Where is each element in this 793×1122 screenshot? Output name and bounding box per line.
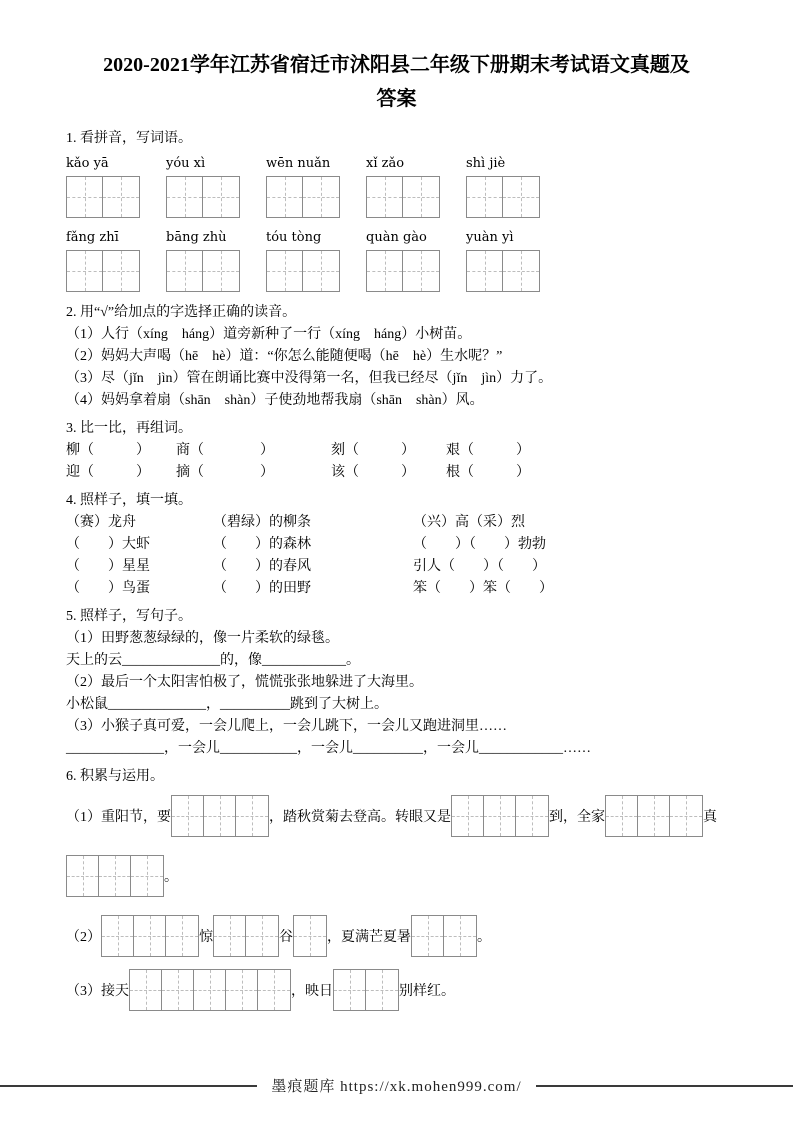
q5-lines	[66, 628, 727, 760]
writing-grid-cell	[162, 970, 194, 1010]
q2-items	[66, 324, 727, 412]
writing-grid	[366, 250, 440, 292]
writing-grid	[213, 915, 279, 957]
question-5-section	[66, 606, 727, 760]
question-6-label: 6. 积累与运用。	[66, 769, 164, 784]
writing-grid-cell	[246, 916, 278, 956]
sentence-line: （3）小猴子真可爱，一会儿爬上，一会儿跳下，一会儿又跑进洞里……	[66, 719, 507, 734]
writing-grid-cell	[194, 970, 226, 1010]
question-text: ，映日	[291, 984, 333, 999]
fill-pattern-item: （赛）龙舟	[66, 515, 136, 530]
pinyin-word: yóu xì	[166, 156, 206, 171]
fill-pattern-item: （ ）的春风	[213, 559, 311, 574]
writing-grid	[605, 795, 703, 837]
writing-grid-cell	[467, 251, 503, 291]
fill-pattern-item: （ ）星星	[66, 559, 150, 574]
writing-grid-cell	[214, 916, 246, 956]
writing-grid	[166, 250, 240, 292]
writing-grid-cell	[366, 970, 398, 1010]
writing-grid	[333, 969, 399, 1011]
sentence-line: 小松鼠______________，__________跳到了大树上。	[66, 697, 388, 712]
question-2-label: 2. 用“√”给加点的字选择正确的读音。	[66, 305, 297, 320]
writing-grid-cell	[203, 177, 239, 217]
writing-grid-cell	[166, 916, 198, 956]
pronunciation-item: （2）妈妈大声喝（hē hè）道：“你怎么能随便喝（hē hè）生水呢？”	[66, 349, 503, 364]
writing-grid-cell	[267, 251, 303, 291]
writing-grid-cell	[131, 856, 163, 896]
word-compare-item: 根（ ）	[446, 465, 530, 480]
writing-grid	[101, 915, 199, 957]
question-2-section	[66, 302, 727, 412]
q6-lines	[66, 794, 727, 1012]
pinyin-word: xǐ zǎo	[366, 156, 405, 171]
question-3-section	[66, 418, 727, 484]
pinyin-word: bāng zhù	[166, 230, 227, 245]
pinyin-word: kǎo yā	[66, 156, 109, 171]
writing-grid-cell	[467, 177, 503, 217]
writing-grid-cell	[303, 177, 339, 217]
writing-grid-cell	[403, 251, 439, 291]
writing-grid	[466, 250, 540, 292]
question-text: （1）重阳节，要	[66, 810, 171, 825]
fill-pattern-item: （ ）鸟蛋	[66, 581, 150, 596]
question-text: ，踏秋赏菊去登高。转眼又是	[269, 810, 451, 825]
question-1-section	[66, 128, 727, 292]
writing-grid-cell	[516, 796, 548, 836]
writing-grid-cell	[267, 177, 303, 217]
question-text: 到，全家	[549, 810, 605, 825]
sentence-line: 天上的云______________的，像____________。	[66, 653, 360, 668]
paper-title	[66, 48, 727, 116]
writing-grid-cell	[67, 856, 99, 896]
paper-title-line1: 2020-2021学年江苏省宿迁市沭阳县二年级下册期末考试语文真题及	[103, 54, 690, 76]
writing-grid-cell	[203, 251, 239, 291]
writing-grid-cell	[303, 251, 339, 291]
pinyin-row	[66, 154, 727, 174]
fill-pattern-item: （ ）大虾	[66, 537, 150, 552]
pronunciation-item: （4）妈妈拿着扇（shān shàn）子使劲地帮我扇（shān shàn）风。	[66, 393, 484, 408]
question-1-label: 1. 看拼音，写词语。	[66, 131, 192, 146]
writing-grid-cell	[130, 970, 162, 1010]
fill-pattern-row	[66, 556, 727, 578]
writing-grid-cell	[102, 916, 134, 956]
writing-grid-cell	[167, 251, 203, 291]
writing-grid-cell	[134, 916, 166, 956]
accumulation-line	[66, 794, 727, 838]
accumulation-line	[66, 854, 727, 898]
word-compare-item: 刻（ ）	[331, 443, 415, 458]
writing-grid-cell	[503, 251, 539, 291]
sentence-line: （2）最后一个太阳害怕极了，慌慌张张地躲进了大海里。	[66, 675, 423, 690]
writing-grid	[411, 915, 477, 957]
writing-grid-cell	[99, 856, 131, 896]
fill-pattern-item: 笨（ ）笨（ ）	[413, 581, 553, 596]
fill-pattern-item: （ ）的田野	[213, 581, 311, 596]
pinyin-word: yuàn yì	[466, 230, 514, 245]
fill-pattern-row	[66, 512, 727, 534]
q3-rows	[66, 440, 727, 484]
fill-pattern-item: （碧绿）的柳条	[213, 515, 311, 530]
pinyin-row	[66, 228, 727, 248]
word-compare-item: 迎（ ）	[66, 465, 150, 480]
writing-grid-cell	[367, 177, 403, 217]
pronunciation-item: （3）尽（jǐn jìn）管在朗诵比赛中没得第一名，但我已经尽（jǐn jìn）力了。	[66, 371, 553, 386]
writing-grid	[293, 915, 327, 957]
writing-grid	[66, 250, 140, 292]
writing-grid-cell	[412, 916, 444, 956]
writing-grid-cell	[103, 251, 139, 291]
writing-grid	[451, 795, 549, 837]
writing-grid	[266, 176, 340, 218]
writing-grid	[466, 176, 540, 218]
writing-grid-cell	[452, 796, 484, 836]
accumulation-line	[66, 968, 727, 1012]
writing-grid	[166, 176, 240, 218]
writing-grid-cell	[503, 177, 539, 217]
writing-grid-cell	[167, 177, 203, 217]
word-compare-item: 商（ ）	[176, 443, 274, 458]
writing-grid-cell	[638, 796, 670, 836]
question-text: ，夏满芒夏暑	[327, 930, 411, 945]
footer-left-rule	[0, 1085, 257, 1087]
question-3-label: 3. 比一比，再组词。	[66, 421, 192, 436]
fill-pattern-item: （兴）高（采）烈	[413, 515, 525, 530]
word-compare-item: 艰（ ）	[446, 443, 530, 458]
accumulation-line	[66, 914, 727, 958]
sentence-line: ______________，一会儿___________，一会儿__________，一会儿____________……	[66, 741, 591, 756]
footer-right-rule	[536, 1085, 793, 1087]
word-compare-row	[66, 462, 727, 484]
question-text: 。	[477, 930, 491, 945]
word-compare-item: 该（ ）	[331, 465, 415, 480]
q4-rows	[66, 512, 727, 600]
question-4-section	[66, 490, 727, 600]
question-4-label: 4. 照样子，填一填。	[66, 493, 192, 508]
writing-grid-cell	[67, 177, 103, 217]
question-6-section	[66, 766, 727, 1012]
writing-grid-cell	[204, 796, 236, 836]
writing-grid-cell	[294, 916, 326, 956]
question-text: （2）	[66, 930, 101, 945]
footer	[0, 1075, 793, 1096]
question-text: （3）接天	[66, 984, 129, 999]
question-text: 真	[703, 810, 717, 825]
question-text: 谷	[279, 930, 293, 945]
writing-grid-cell	[367, 251, 403, 291]
fill-pattern-item: （ ）的森林	[213, 537, 311, 552]
writing-grid-cell	[403, 177, 439, 217]
sentence-line: （1）田野葱葱绿绿的，像一片柔软的绿毯。	[66, 631, 339, 646]
word-compare-item: 摘（ ）	[176, 465, 274, 480]
writing-grid-cell	[670, 796, 702, 836]
footer-site-text: 墨痕题库 https://xk.mohen999.com/	[271, 1079, 522, 1095]
writing-grid-cell	[67, 251, 103, 291]
pronunciation-item: （1）人行（xíng háng）道旁新种了一行（xíng háng）小树苗。	[66, 327, 472, 342]
writing-grid-cell	[444, 916, 476, 956]
word-compare-item: 柳（ ）	[66, 443, 150, 458]
question-text: 别样红。	[399, 984, 455, 999]
fill-pattern-row	[66, 534, 727, 556]
pinyin-word: tóu tòng	[266, 230, 322, 245]
writing-grid-cell	[484, 796, 516, 836]
question-5-label: 5. 照样子，写句子。	[66, 609, 192, 624]
writing-grid	[266, 250, 340, 292]
writing-grid-cell	[334, 970, 366, 1010]
writing-grid-cell	[172, 796, 204, 836]
paper-title-line2: 答案	[376, 88, 417, 110]
fill-pattern-row	[66, 578, 727, 600]
writing-grid-cell	[236, 796, 268, 836]
writing-grid	[171, 795, 269, 837]
writing-grid-cell	[226, 970, 258, 1010]
writing-grid	[66, 176, 140, 218]
question-text: 惊	[199, 930, 213, 945]
writing-grid	[366, 176, 440, 218]
pinyin-word: wēn nuǎn	[266, 156, 331, 171]
writing-grid	[129, 969, 291, 1011]
question-text: 。	[164, 870, 178, 885]
writing-grid-row	[66, 176, 727, 218]
pinyin-word: shì jiè	[466, 156, 506, 171]
writing-grid-cell	[606, 796, 638, 836]
pinyin-word: fǎng zhī	[66, 230, 119, 245]
writing-grid	[66, 855, 164, 897]
word-compare-row	[66, 440, 727, 462]
fill-pattern-item: （ ）（ ）勃勃	[413, 537, 546, 552]
writing-grid-row	[66, 250, 727, 292]
writing-grid-cell	[258, 970, 290, 1010]
writing-grid-cell	[103, 177, 139, 217]
pinyin-word: quàn gào	[366, 230, 427, 245]
q1-grids	[66, 154, 727, 292]
fill-pattern-item: 引人（ ）（ ）	[413, 559, 546, 574]
